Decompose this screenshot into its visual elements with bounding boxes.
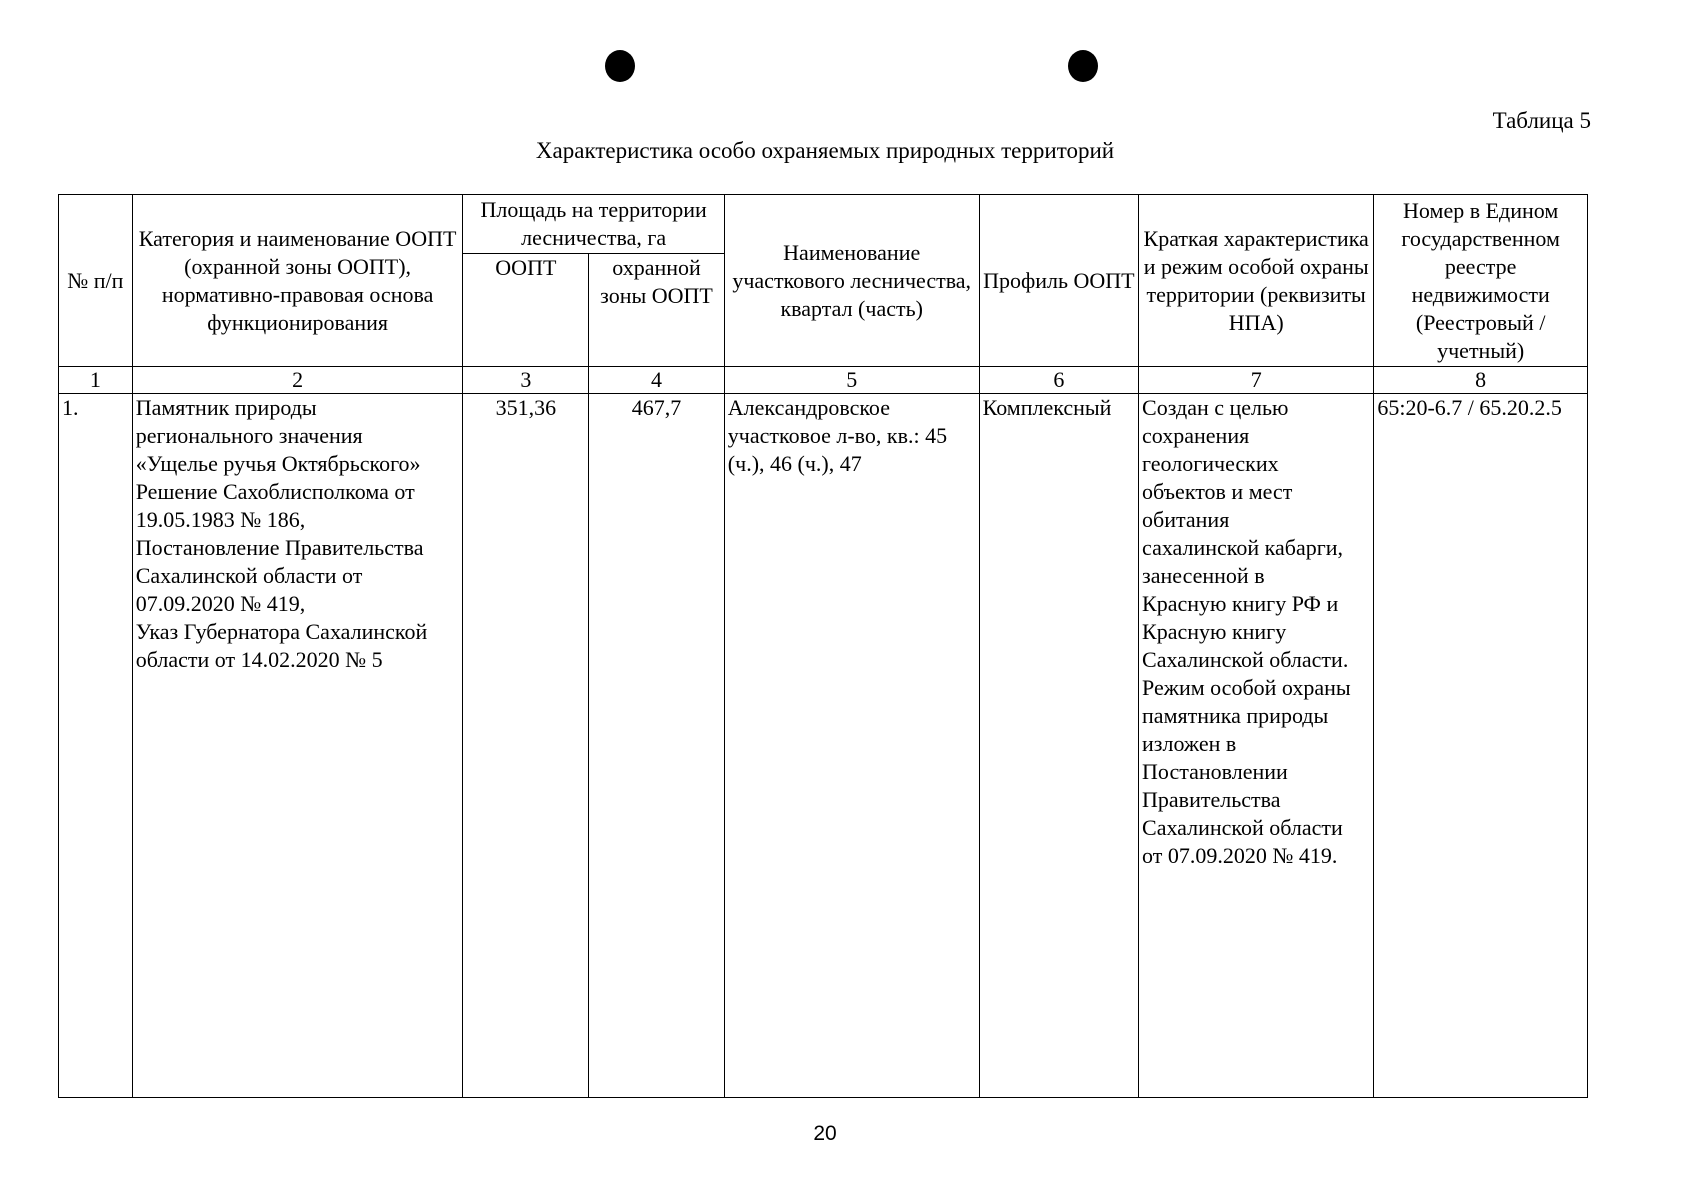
header-area-group: Площадь на территории лесничества, га xyxy=(463,195,724,254)
column-number: 5 xyxy=(724,367,979,394)
profile-cell: Комплексный xyxy=(979,394,1138,1098)
column-number-row xyxy=(59,367,1588,394)
punch-hole-left xyxy=(605,50,635,82)
column-number: 2 xyxy=(132,367,463,394)
column-number: 6 xyxy=(979,367,1138,394)
area-oopt-cell: 351,36 xyxy=(463,394,589,1098)
oopt-table xyxy=(58,194,1588,1098)
header-profile: Профиль ООПТ xyxy=(979,195,1138,367)
header-area-zone: охранной зоны ООПТ xyxy=(589,254,725,367)
column-number: 1 xyxy=(59,367,133,394)
area-zone-cell: 467,7 xyxy=(589,394,725,1098)
column-number: 4 xyxy=(589,367,725,394)
row-number: 1. xyxy=(59,394,133,1098)
document-title: Характеристика особо охраняемых природных территорий xyxy=(535,138,1115,163)
forestry-cell: Александровское участковое л-во, кв.: 45 (ч.), 46 (ч.), 47 xyxy=(724,394,979,1098)
column-number: 8 xyxy=(1374,367,1588,394)
oopt-name-cell: Памятник природы регионального значения «Ущелье ручья Октябрьского» Решение Сахоблисполкома от 19.05.1983 № 186, Постановление Правительства Сахалинской области от 07.09.2020 № 419, Указ Губернатора Сахалинской области от 14.02.2020 № 5 xyxy=(132,394,463,1098)
table-label: Таблица 5 xyxy=(1492,108,1591,133)
column-number: 3 xyxy=(463,367,589,394)
description-cell: Создан с целью сохранения геологических объектов и мест обитания сахалинской кабарги, занесенной в Красную книгу РФ и Красную книгу Сахалинской области. Режим особой охраны памятника природы изложен в Постановлении Правительства Сахалинской области от 07.09.2020 № 419. xyxy=(1139,394,1374,1098)
registry-cell: 65:20-6.7 / 65.20.2.5 xyxy=(1374,394,1588,1098)
column-number: 7 xyxy=(1139,367,1374,394)
table-row xyxy=(59,394,1588,1098)
page-number: 20 xyxy=(813,1122,837,1145)
header-number: № п/п xyxy=(59,195,133,367)
header-category: Категория и наименование ООПТ (охранной зоны ООПТ), нормативно-правовая основа функционирования xyxy=(132,195,463,367)
header-forestry: Наименование участкового лесничества, квартал (часть) xyxy=(724,195,979,367)
punch-hole-right xyxy=(1068,50,1098,82)
header-registry: Номер в Едином государственном реестре недвижимости (Реестровый / учетный) xyxy=(1374,195,1588,367)
header-description: Краткая характеристика и режим особой охраны территории (реквизиты НПА) xyxy=(1139,195,1374,367)
header-area-oopt: ООПТ xyxy=(463,254,589,367)
